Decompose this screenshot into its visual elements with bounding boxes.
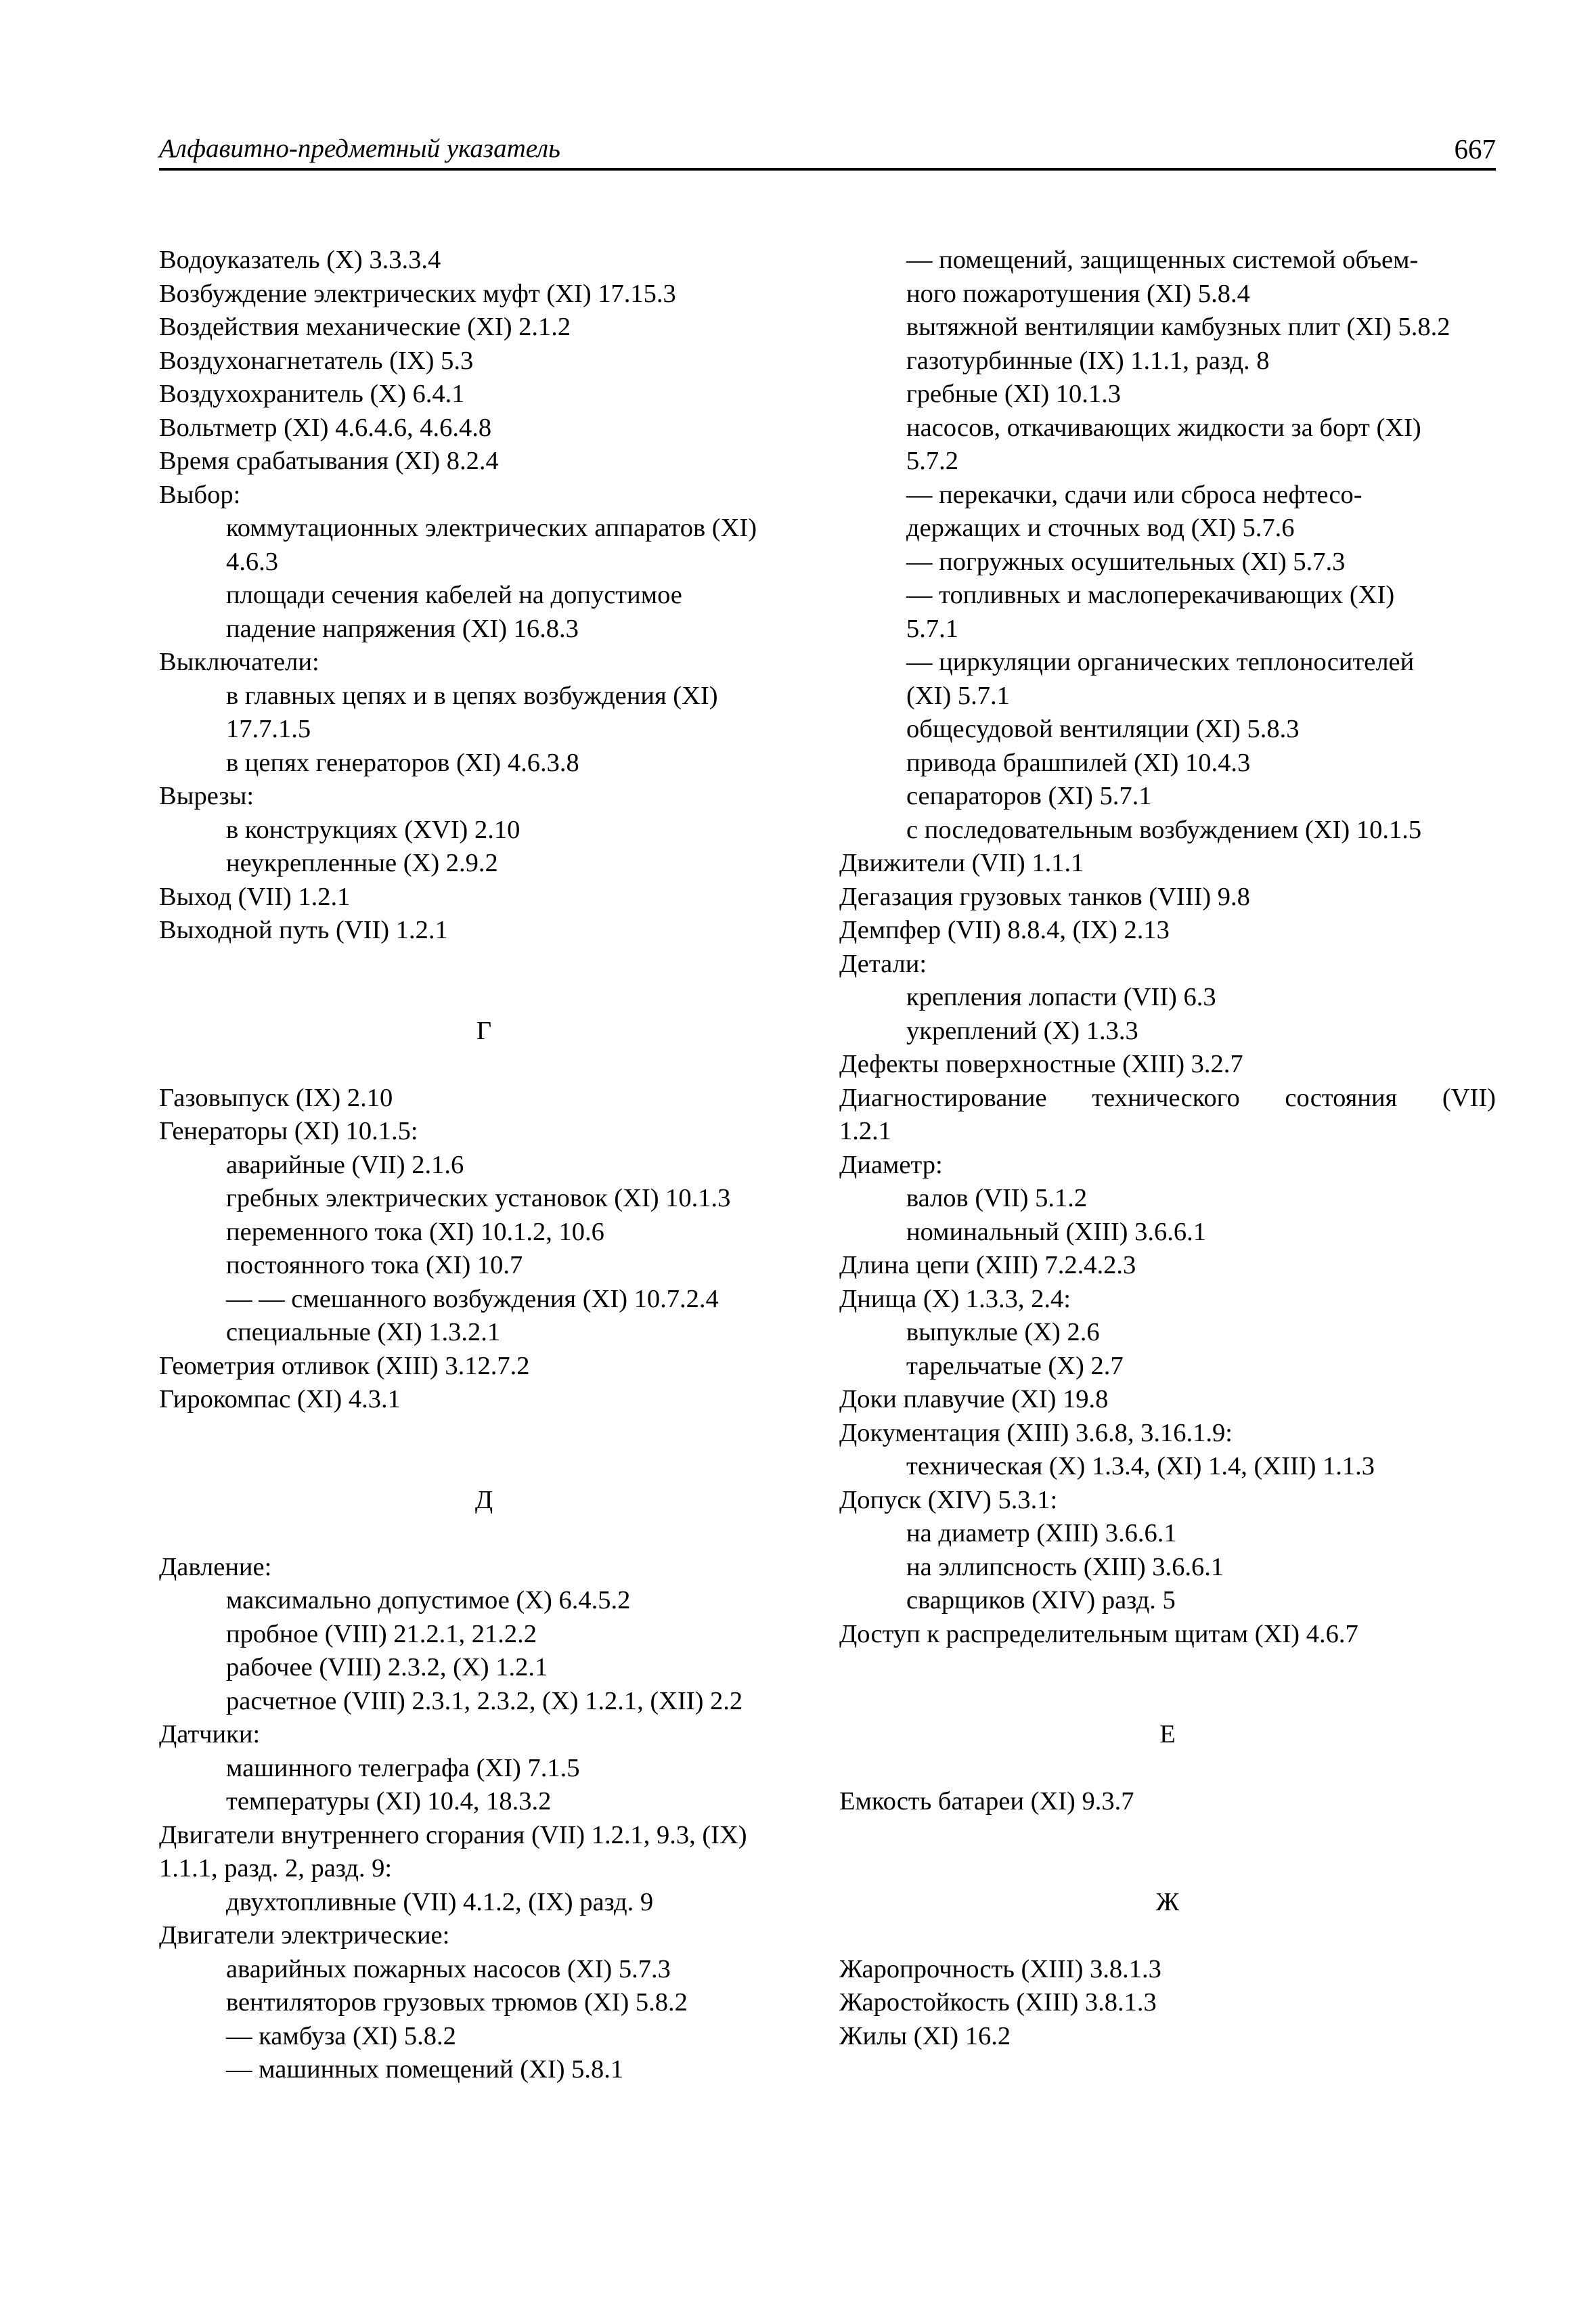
index-entry: Документация (XIII) 3.6.8, 3.16.1.9:	[839, 1418, 1233, 1447]
justified-word: Диагностирование	[839, 1083, 1047, 1112]
index-subentry: в цепях генераторов (XI) 4.6.3.8	[226, 748, 579, 777]
index-subentry: коммутационных электрических аппаратов (XI)	[226, 514, 757, 542]
justified-word: технического	[1092, 1083, 1240, 1112]
index-subentry: крепления лопасти (VII) 6.3	[906, 983, 1216, 1011]
index-subentry: — перекачки, сдачи или сброса нефтесо-	[906, 480, 1362, 509]
index-subentry: 4.6.3	[226, 547, 278, 576]
blank-line	[159, 1517, 809, 1551]
index-subentry: держащих и сточных вод (XI) 5.7.6	[906, 514, 1295, 542]
blank-line	[159, 948, 809, 982]
index-subentry: рабочее (VIII) 2.3.2, (X) 1.2.1	[226, 1653, 548, 1681]
index-entry: Воздухохранитель (X) 6.4.1	[159, 380, 465, 408]
index-entry	[839, 1082, 1496, 1116]
index-subentry: техническая (X) 1.3.4, (XI) 1.4, (XIII) 1.1.3	[906, 1452, 1375, 1480]
index-entry: Вольтметр (XI) 4.6.4.6, 4.6.4.8	[159, 413, 492, 442]
index-subentry: постоянного тока (XI) 10.7	[226, 1251, 523, 1279]
index-subentry: с последовательным возбуждением (XI) 10.1.5	[906, 815, 1422, 844]
blank-line	[839, 1852, 1496, 1886]
index-subentry: укреплений (X) 1.3.3	[906, 1016, 1138, 1045]
index-entry: Движители (VII) 1.1.1	[839, 849, 1084, 877]
section-letter: Е	[1159, 1720, 1176, 1749]
index-entry: Днища (X) 1.3.3, 2.4:	[839, 1284, 1071, 1313]
index-subentry: гребные (XI) 10.1.3	[906, 380, 1122, 408]
index-entry: Дегазация грузовых танков (VIII) 9.8	[839, 882, 1250, 911]
index-subentry: гребных электрических установок (XI) 10.1.3	[226, 1184, 731, 1212]
header-title: Алфавитно-предметный указатель	[159, 134, 560, 163]
blank-line	[159, 981, 809, 1015]
index-subentry: в конструкциях (XVI) 2.10	[226, 815, 520, 844]
index-subentry: — циркуляции органических теплоносителей	[906, 648, 1415, 676]
index-subentry: пробное (VIII) 21.2.1, 21.2.2	[226, 1619, 537, 1648]
index-entry: Демпфер (VII) 8.8.4, (IX) 2.13	[839, 916, 1170, 944]
blank-line	[839, 1919, 1496, 1953]
index-subentry: 17.7.1.5	[226, 715, 311, 743]
index-subentry: переменного тока (XI) 10.1.2, 10.6	[226, 1217, 604, 1246]
index-subentry: — — смешанного возбуждения (XI) 10.7.2.4	[226, 1284, 719, 1313]
header-rule	[159, 168, 1496, 171]
index-subentry: номинальный (XIII) 3.6.6.1	[906, 1217, 1206, 1246]
index-entry: Длина цепи (XIII) 7.2.4.2.3	[839, 1251, 1136, 1279]
index-subentry: 5.7.1	[906, 614, 958, 643]
index-entry: Датчики:	[159, 1720, 261, 1749]
blank-line	[159, 1417, 809, 1451]
index-entry: Водоуказатель (X) 3.3.3.4	[159, 246, 441, 274]
index-entry: Двигатели электрические:	[159, 1921, 450, 1950]
index-entry: Жаропрочность (XIII) 3.8.1.3	[839, 1954, 1161, 1983]
index-subentry: сепараторов (XI) 5.7.1	[906, 782, 1152, 810]
section-letter: Ж	[1155, 1887, 1180, 1916]
index-entry: Двигатели внутреннего сгорания (VII) 1.2.1, 9.3, (IX)	[159, 1820, 747, 1849]
index-subentry: (XI) 5.7.1	[906, 681, 1010, 710]
section-letter: Д	[474, 1485, 493, 1514]
index-entry: Время срабатывания (XI) 8.2.4	[159, 447, 499, 475]
index-subentry: аварийных пожарных насосов (XI) 5.7.3	[226, 1954, 671, 1983]
index-entry: Жилы (XI) 16.2	[839, 2021, 1011, 2050]
index-entry: Выключатели:	[159, 648, 319, 676]
index-subentry: аварийные (VII) 2.1.6	[226, 1150, 464, 1179]
index-subentry: на эллипсность (XIII) 3.6.6.1	[906, 1552, 1224, 1581]
index-subentry: в главных цепях и в цепях возбуждения (XI)	[226, 681, 718, 710]
index-subentry: — погружных осушительных (XI) 5.7.3	[906, 547, 1346, 576]
index-subentry: насосов, откачивающих жидкости за борт (XI)	[906, 413, 1421, 442]
index-entry: 1.2.1	[839, 1117, 891, 1145]
index-entry: Воздействия механические (XI) 2.1.2	[159, 313, 571, 341]
index-entry: Выходной путь (VII) 1.2.1	[159, 916, 448, 944]
index-entry: Диаметр:	[839, 1150, 943, 1179]
index-subentry: тарельчатые (X) 2.7	[906, 1351, 1124, 1380]
index-entry: Воздухонагнетатель (IX) 5.3	[159, 346, 474, 375]
index-subentry: — камбуза (XI) 5.8.2	[226, 2021, 456, 2050]
index-subentry: — машинных помещений (XI) 5.8.1	[226, 2055, 624, 2084]
index-subentry: максимально допустимое (X) 6.4.5.2	[226, 1586, 631, 1614]
running-header	[159, 132, 1496, 166]
index-subentry: вытяжной вентиляции камбузных плит (XI) 5.8.2	[906, 313, 1450, 341]
index-subentry: общесудовой вентиляции (XI) 5.8.3	[906, 715, 1300, 743]
index-subentry: вентиляторов грузовых трюмов (XI) 5.8.2	[226, 1988, 688, 2017]
index-entry: Гирокомпас (XI) 4.3.1	[159, 1385, 401, 1413]
index-subentry: машинного телеграфа (XI) 7.1.5	[226, 1753, 580, 1782]
index-subentry: газотурбинные (IX) 1.1.1, разд. 8	[906, 346, 1270, 375]
blank-line	[839, 1685, 1496, 1719]
index-subentry: выпуклые (X) 2.6	[906, 1318, 1100, 1346]
index-entry: Доки плавучие (XI) 19.8	[839, 1385, 1109, 1413]
index-entry: Генераторы (XI) 10.1.5:	[159, 1117, 418, 1145]
index-entry: Дефекты поверхностные (XIII) 3.2.7	[839, 1050, 1243, 1078]
page-number: 667	[1454, 133, 1496, 164]
index-entry: Газовыпуск (IX) 2.10	[159, 1083, 393, 1112]
index-entry: Выбор:	[159, 480, 241, 509]
index-subentry: падение напряжения (XI) 16.8.3	[226, 614, 579, 643]
index-entry: Давление:	[159, 1552, 272, 1581]
index-subentry: привода брашпилей (XI) 10.4.3	[906, 748, 1251, 777]
index-subentry: сварщиков (XIV) разд. 5	[906, 1586, 1176, 1614]
index-entry: Возбуждение электрических муфт (XI) 17.15.3	[159, 279, 676, 308]
blank-line	[839, 1819, 1496, 1853]
index-column-left	[159, 244, 809, 2087]
index-subentry: температуры (XI) 10.4, 18.3.2	[226, 1787, 552, 1816]
index-subentry: неукрепленные (X) 2.9.2	[226, 849, 498, 877]
section-letter: Г	[476, 1016, 492, 1045]
index-subentry: валов (VII) 5.1.2	[906, 1184, 1088, 1212]
index-entry: Допуск (XIV) 5.3.1:	[839, 1485, 1058, 1514]
index-entry: 1.1.1, разд. 2, разд. 9:	[159, 1854, 393, 1883]
blank-line	[839, 1651, 1496, 1685]
index-entry: Доступ к распределительным щитам (XI) 4.6.7	[839, 1619, 1358, 1648]
index-subentry: двухтопливные (VII) 4.1.2, (IX) разд. 9	[226, 1887, 654, 1916]
index-column-right	[839, 244, 1496, 2053]
justified-word: (VII)	[1442, 1083, 1496, 1112]
index-subentry: расчетное (VIII) 2.3.1, 2.3.2, (X) 1.2.1, (XII) 2.2	[226, 1686, 743, 1715]
blank-line	[159, 1048, 809, 1082]
blank-line	[159, 1450, 809, 1484]
index-entry: Детали:	[839, 949, 927, 978]
index-subentry: ного пожаротушения (XI) 5.8.4	[906, 279, 1250, 308]
index-subentry: площади сечения кабелей на допустимое	[226, 581, 682, 609]
index-subentry: 5.7.2	[906, 447, 958, 475]
index-entry: Вырезы:	[159, 782, 254, 810]
justified-word: состояния	[1285, 1083, 1398, 1112]
index-subentry: специальные (XI) 1.3.2.1	[226, 1318, 501, 1346]
index-entry: Емкость батареи (XI) 9.3.7	[839, 1787, 1134, 1816]
index-subentry: на диаметр (XIII) 3.6.6.1	[906, 1519, 1177, 1547]
index-subentry: — помещений, защищенных системой объем-	[906, 246, 1419, 274]
index-entry: Жаростойкость (XIII) 3.8.1.3	[839, 1988, 1157, 2017]
index-entry: Выход (VII) 1.2.1	[159, 882, 351, 911]
blank-line	[839, 1752, 1496, 1786]
index-subentry: — топливных и маслоперекачивающих (XI)	[906, 581, 1395, 609]
index-entry: Геометрия отливок (XIII) 3.12.7.2	[159, 1351, 530, 1380]
